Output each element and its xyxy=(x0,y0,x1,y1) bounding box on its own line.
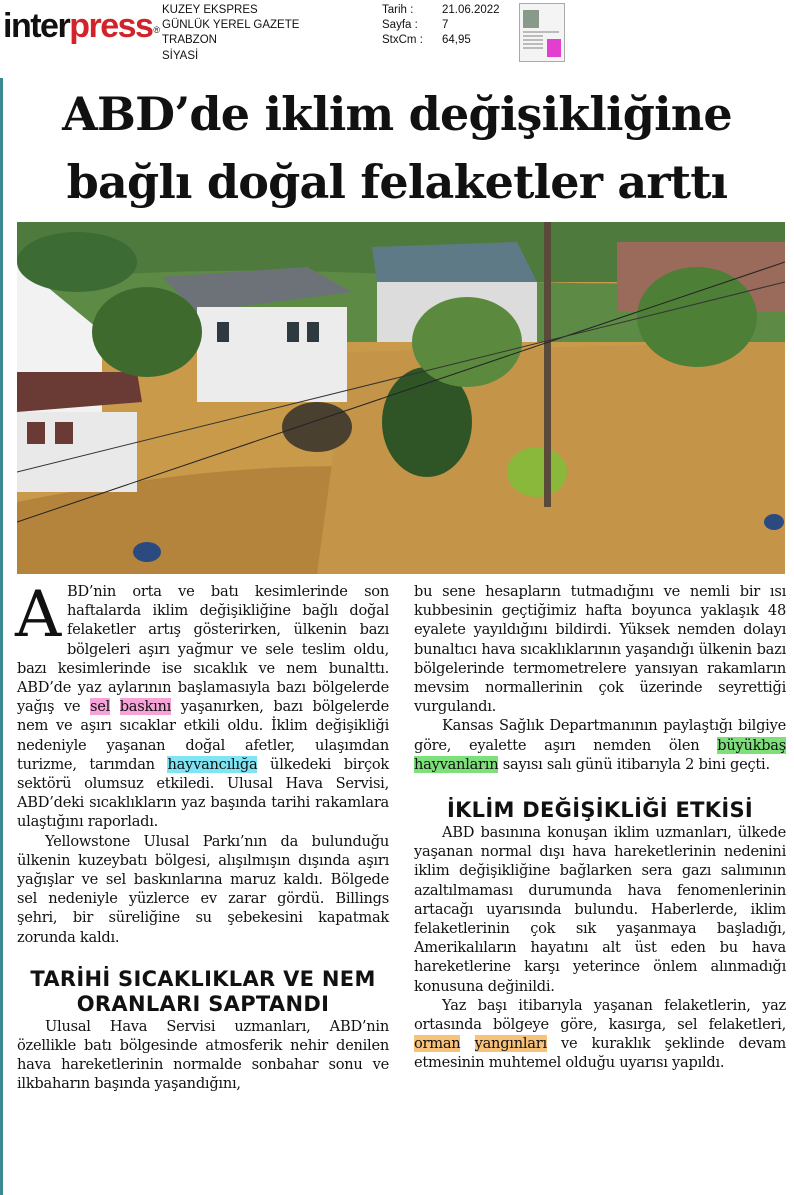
paragraph-3-continued: bu sene hesapların tutmadığını ve nemli bir ısı kubbesinin geçtiğimiz hafta boyunca yaklaşık 48 eyalete yayıldığını bildirdi. Yüksek nemden dolayı bunaltıcı hava sıcaklıklarının yaşandığı ülkenin bazı bölgelerinde termometrelere yansıyan rakamların mevsim normallerinin çok üzerinde seyrettiği vurgulandı. xyxy=(414,583,786,716)
page-thumbnail[interactable] xyxy=(519,3,565,62)
publication-name: KUZEY EKSPRES xyxy=(162,4,258,16)
highlight-baskini: baskını xyxy=(119,698,172,716)
subheading-climate-effect: İKLİM DEĞİŞİKLİĞİ ETKİSİ xyxy=(447,798,753,823)
highlight-yanginlari: yangınları xyxy=(474,1035,547,1053)
subheading-historic-temps: TARİHİ SICAKLIKLAR VE NEM ORANLARI SAPTANDI xyxy=(30,966,376,1016)
publication-type: GÜNLÜK YEREL GAZETE xyxy=(162,19,300,32)
paragraph-5: ABD basınına konuşan iklim uzmanları, ülkede yaşanan normal dışı hava hareketlerinin nedenini iklim değişikliğine bağlarken sera gazı salımının azaltılmaması durumunda hava fenomenlerinin artacağı uyarısında bulundu. Haberlerde, iklim felaketlerinin çok sık yaşanmaya başladığı, Amerikalıların hayatını alt üst eden bu hava hareketlerine karşı yeterince önlem alınmadığı konusuna değinildi. xyxy=(414,824,786,995)
paragraph-4: Kansas Sağlık Departmanının paylaştığı bilgiye göre, eyalette aşırı nemden ölen büyükbaş hayvanların sayısı salı günü itibarıyla 2 bini geçti. xyxy=(414,717,786,773)
paragraph-1: ABD’nin orta ve batı kesimlerinde son haftalarda iklim değişikliğine bağlı doğal felaketler artış gösterirken, ülkenin bazı bölgeleri aşırı yağmur ve sele teslim oldu, bazı kesimlerinde ise sıcaklık ve nem bunalttı. ABD’de yaz aylarının başlamasıyla bazı bölgelerde yağış ve sel baskını yaşanırken, bazı bölgelerde nem ve aşırı sıcaklar etkili oldu. İklim değişikliği nedeniyle yaşanan doğal afetler, ulaşımdan turizme, tarımdan hayvancılığa ülkedeki birçok sektörü olumsuz etkiledi. Ulusal Hava Servisi, ABD’deki sıcaklıkların yaz başında tarihi rakamlara ulaştığını raporladı. xyxy=(15,578,390,831)
meta-stxcm: StxCm : 64,95 xyxy=(382,34,471,47)
highlight-orman: orman xyxy=(414,1035,461,1053)
publication-category: SİYASİ xyxy=(162,49,199,62)
flood-photo xyxy=(17,222,785,574)
article-column-left xyxy=(15,578,390,1094)
clipping-meta xyxy=(382,3,500,49)
highlight-hayvanlarin: hayvanların xyxy=(414,755,499,773)
meta-page: Sayfa : 7 xyxy=(382,19,449,32)
article-headline: ABD’de iklim değişikliğine bağlı doğal felaketler arttı xyxy=(62,87,732,209)
highlight-sel: sel xyxy=(89,698,110,716)
left-margin-rule xyxy=(0,78,3,1195)
paragraph-6: Yaz başı itibarıyla yaşanan felaketlerin, yaz ortasında bölgeye göre, kasırga, sel felaketleri, orman yangınları ve kuraklık şeklinde devam etmesinin muhtemel olduğu uyarısı yapıldı. xyxy=(414,996,786,1072)
highlight-buyukbas: büyükbaş xyxy=(717,736,786,754)
publication-city: TRABZON xyxy=(162,34,217,47)
article-column-right xyxy=(414,582,786,1073)
highlight-hayvancilik: hayvancılığa xyxy=(167,755,258,773)
publication-info xyxy=(162,3,299,64)
paragraph-3: Ulusal Hava Servisi uzmanları, ABD’nin özellikle batı bölgesinde atmosferik nehir denilen hava hareketlerinin normalde sonbahar sonu ve ilkbaharın başında yaşandığını, xyxy=(17,1017,389,1093)
meta-date: Tarih : 21.06.2022 xyxy=(382,4,500,16)
drop-cap: A xyxy=(15,578,61,652)
paragraph-2: Yellowstone Ulusal Parkı’nın da bulunduğu ülkenin kuzeybatı bölgesi, alışılmışın dışında aşırı yağışlar ve sel baskınlarına maruz kaldı. Bölgede sel nedeniyle yüzlerce ev zarar gördü. Billings şehri, bir süreliğine su şebekesini kapatmak zorunda kaldı. xyxy=(17,832,389,946)
registered-mark: ® xyxy=(153,25,161,35)
interpress-logo: interpress® xyxy=(3,7,161,45)
